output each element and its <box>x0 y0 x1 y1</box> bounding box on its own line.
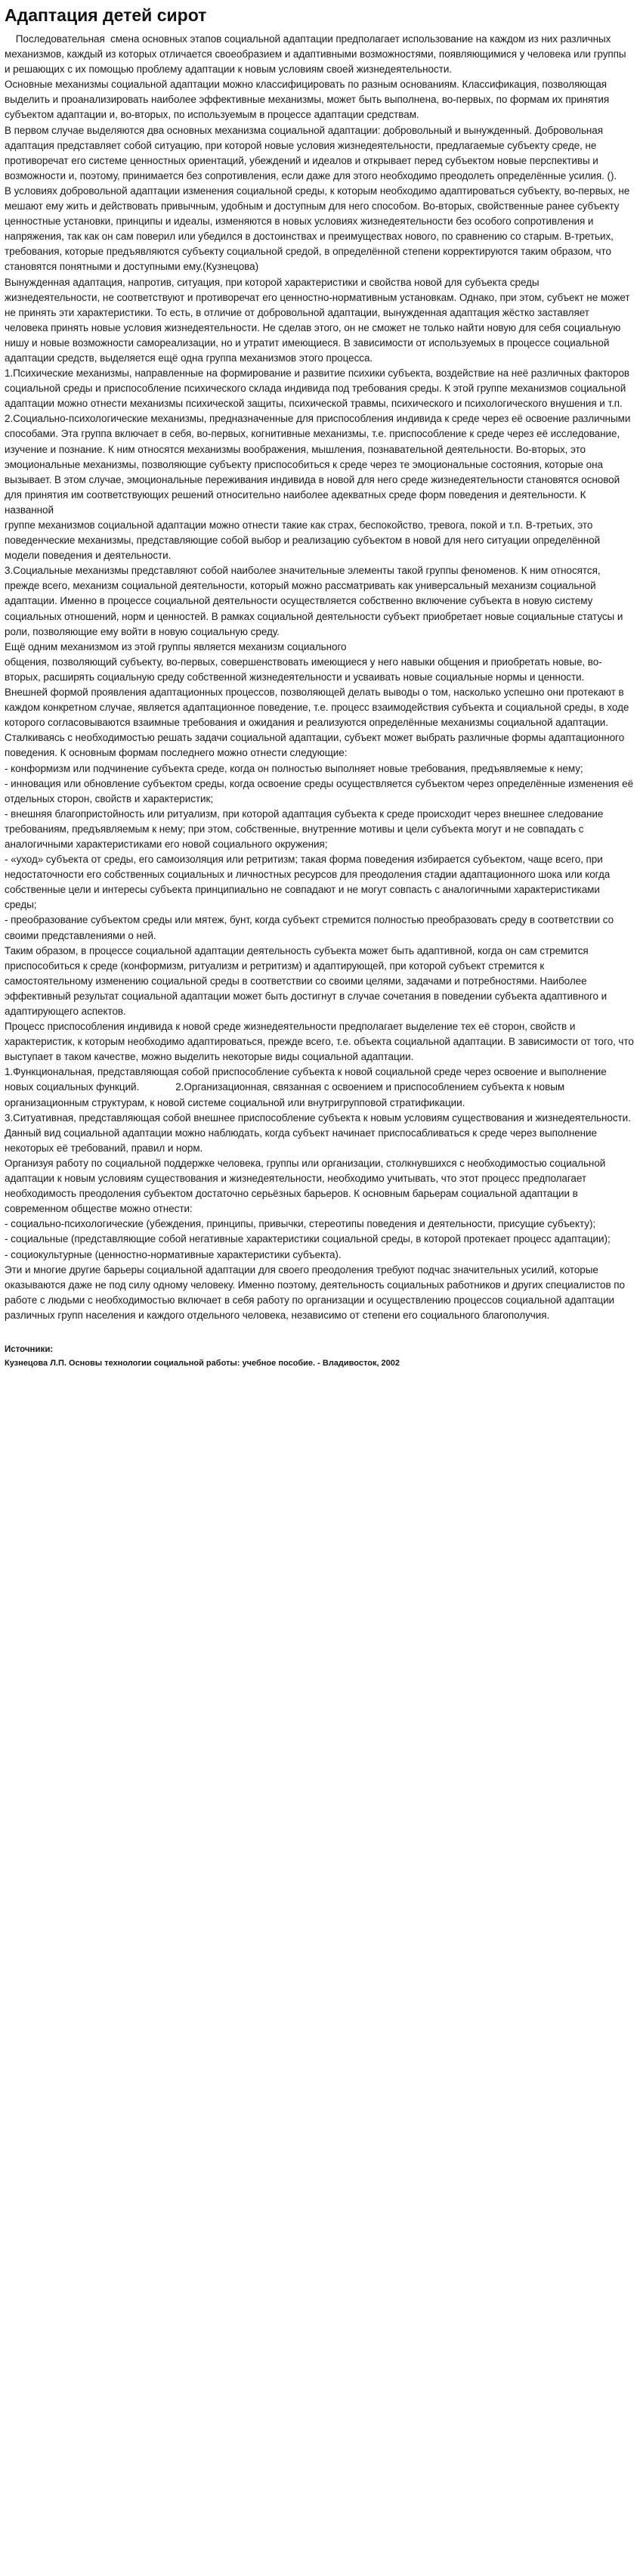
article-paragraph: 1.Функциональная, представляющая собой приспособление субъекта к новой социальной среде через освоение и выполнение новых социальных функций. 2.Организационная, связанная с освоением и приспособлением субъекта к новым организационным структурам, к новой системе социальной или внутригрупповой стратификации. <box>5 1066 610 1108</box>
article-paragraph: 2.Социально-психологические механизмы, предназначенные для приспособления индивида к среде через её освоение различными способами. Эта группа включает в себя, во-первых, когнитивные механизмы, т.е. приспособление к среде через её исследование, изучение и познание. К ним относятся механизмы воображения, мышления, познавательной деятельности. Во-вторых, это эмоциональные механизмы, позволяющие субъекту приспособиться к среде через те эмоциональные состояния, которые она вызывает. В этом случае, эмоциональные переживания индивида в новой для него среде жизнедеятельности становятся основой для принятия им соответствующих решений относительно наиболее адекватных среде форм поведения и деятельности. К названной <box>5 413 634 516</box>
article-paragraph: Эти и многие другие барьеры социальной адаптации для своего преодоления требуют подчас значительных усилий, которые оказываются даже не под силу одному человеку. Именно поэтому, деятельность социальных работников и других специалистов по работе с людьми с необходимостью включает в себя работу по организации и осуществлению процессов социальной адаптации различных групп населения и каждого отдельного человека, независимо от степени его социального благополучия. <box>5 1263 628 1321</box>
article-paragraph: - внешняя благопристойность или ритуализм, при которой адаптация субъекта к среде происходит через внешнее следование требованиям, предъявляемым к нему; при этом, собственные, внутренние мотивы и цели субъекта могут и не совпадать с аналогичными характеристиками его новой социального окружения; <box>5 808 607 850</box>
article-paragraph: - социокультурные (ценностно-нормативные характеристики субъекта). <box>5 1248 342 1260</box>
article-paragraph: Основные механизмы социальной адаптации можно классифицировать по разным основаниям. Классификация, позволяющая выделить и проанализировать наиболее эффективные механизмы, может быть выполнена, во-первых, по формам их принятия субъектом адаптации и, во-вторых, по используемым в процессе адаптации средствам. <box>5 79 612 121</box>
article-paragraph: - инновация или обновление субъектом среды, когда освоение среды осуществляется субъектом через определённые изменения её отдельных сторон, свойств и характеристик; <box>5 777 636 804</box>
article-paragraph: - преобразование субъектом среды или мятеж, бунт, когда субъект стремится полностью преобразовать среду в соответствии со своими представлениями о ней. <box>5 914 617 941</box>
article-paragraph: Внешней формой проявления адаптационных процессов, позволяющей делать выводы о том, насколько успешно они протекают в каждом конкретном случае, является адаптационное поведение, т.е. процесс взаимодействия субъекта и социальной среды, в ходе которого согласовываются взаимные требования и ожидания и реализуются определённые механизмы социальной адаптации. <box>5 687 632 729</box>
article-paragraph: - конформизм или подчинение субъекта среде, когда он полностью выполняет новые требования, предъявляемые к нему; <box>5 762 583 774</box>
sources-label: Источники: <box>5 1344 54 1354</box>
article-paragraph: - социальные (представляющие собой негативные характеристики социальной среды, в которой протекает процесс адаптации); <box>5 1233 611 1245</box>
article-paragraph: - «уход» субъекта от среды, его самоизоляция или ретритизм; такая форма поведения избирается субъектом, чаще всего, при недостаточности его собственных социальных и личностных ресурсов для преодоления стадии адаптационного шока или когда собственные цели и интересы субъекта принципиально не совпадают и не могут совпасть с аналогичными характеристиками среды; <box>5 854 613 911</box>
article-paragraph: 3.Ситуативная, представляющая собой внешнее приспособление субъекта к новым условиям существования и жизнедеятельности. Данный вид социальной адаптации можно наблюдать, когда субъект начинает приспосабливаться к среде через выполнение некоторых её требований, правил и норм. <box>5 1111 634 1154</box>
sources-citation: Кузнецова Л.П. Основы технологии социальной работы: учебное пособие. - Владивосток, 2002 <box>5 1358 400 1368</box>
article-paragraph: 3.Социальные механизмы представляют собой наиболее значительные элементы такой группы феноменов. К ним относятся, прежде всего, механизм социальной деятельности, который можно рассматривать как универсальный механизм социальной адаптации. Именно в процессе социальной деятельности осуществляется собственно включение субъекта в новую систему социальных отношений, норм и ценностей. В рамках социальной деятельности субъект приобретает новые социальные статусы и роли, позволяющие ему войти в новую социальную среду. <box>5 565 626 637</box>
article-paragraph: В первом случае выделяются два основных механизма социальной адаптации: добровольный и вынужденный. Добровольная адаптация представляет собой ситуацию, при которой новые условия жизнедеятельности, предлагаемые субъекту среде, не противоречат его системе ценностных ориентаций, убеждений и идеалов и открывает перед субъектом новые перспективы и возможности и, поэтому, принимается без сопротивления, если даже для этого необходимо преодолеть определённые усилия. (). <box>5 124 617 181</box>
article-paragraph: Последовательная смена основных этапов социальной адаптации предполагает использование на каждом из них различных механизмов, каждый из которых отличается своеобразием и адаптивными возможностями, появляющимися у человека или группы и решающих с их помощью проблему адаптации к новым условиям своей жизнедеятельности. <box>5 33 629 76</box>
article-paragraph: 1.Психические механизмы, направленные на формирование и развитие психики субъекта, воздействие на неё различных факторов социальной среды и приспособление психического склада индивида под требования среды. К этой группе механизмов социальной адаптации можно отнести механизмы психической защиты, психической травмы, психического и психологического внушения и т.п. <box>5 367 632 410</box>
article-paragraph: - социально-психологические (убеждения, принципы, привычки, стереотипы поведения и деятельности, присущие субъекту); <box>5 1218 596 1230</box>
article-paragraph: Организуя работу по социальной поддержке человека, группы или организации, столкнувшихся с необходимостью социальной адаптации к новым условиям существования и жизнедеятельности, необходимо учитывать, что этот процесс предполагает необходимость преодоления субъектом достаточно серьёзных барьеров. К основным барьерам социальной адаптации в современном обществе можно отнести: <box>5 1157 608 1215</box>
article-paragraph: В условиях добровольной адаптации изменения социальной среды, к которым необходимо адаптироваться субъекту, во-первых, не мешают ему жить и действовать привычным, удобным и доступным для него способом. Во-вторых, свойственные ранее субъекту ценностные установки, принципы и идеалы, изменяются в новых условиях жизнедеятельности без особого сопротивления и напряжения, так как он сам поверил или убедился в достоинствах и преимуществах нового, по сравнению со старым. В-третьих, требования, которые предъявляются субъекту социальной средой, в определённой степени корректируются таким образом, что становятся понятными и доступными ему.(Кузнецова) <box>5 184 632 273</box>
article-paragraph: Процесс приспособления индивида к новой среде жизнедеятельности предполагает выделение тех её сторон, свойств и характеристик, к которым необходимо адаптироваться, прежде всего, т.е. объекта социальной адаптации. В зависимости от того, что выступает в таком качестве, можно выделить некоторые виды социальной адаптации. <box>5 1021 637 1063</box>
article-paragraph: Вынужденная адаптация, напротив, ситуация, при которой характеристики и свойства новой для субъекта среды жизнедеятельности, не соответствуют и противоречат его ценностно-нормативным установкам. Однако, при этом, субъект не может не принять эти характеристики. То есть, в отличие от добровольной адаптации, вынужденная адаптация жёстко заставляет человека принять новые условия жизнедеятельности. Не сделав этого, он не сможет не только найти новую для себя социальную нишу и новые возможности самореализации, но и утратит имеющиеся. В зависимости от используемых в процессе социальной адаптации средств, выделяется ещё одна группа механизмов этого процесса. <box>5 276 633 364</box>
article-body <box>5 32 637 1323</box>
article-paragraph: Ещё одним механизмом из этой группы является механизм социального <box>5 640 347 653</box>
article-paragraph: Сталкиваясь с необходимостью решать задачи социальной адаптации, субъект может выбрать различные формы адаптационного поведения. К основным формам последнего можно отнести следующие: <box>5 732 627 759</box>
sources-section <box>5 1343 634 1370</box>
article-paragraph: общения, позволяющий субъекту, во-первых, совершенствовать имеющиеся у него навыки общения и приобретать новые, во-вторых, расширять социальную среду собственной жизнедеятельности и усваивать новые социальные нормы и ценности. <box>5 656 602 683</box>
article-paragraph: Таким образом, в процессе социальной адаптации деятельность субъекта может быть адаптивной, когда он сам стремится приспособиться к среде (конформизм, ритуализм и ретритизм) и адаптирующей, при которой субъект стремится к самостоятельному изменению социальной среды в соответствии со своими целями, задачами и потребностями. Наиболее эффективный результат социальной адаптации может быть достигнут в случае сочетания в поведении субъекта адаптивного и адаптирующего аспектов. <box>5 944 610 1017</box>
article-paragraph: группе механизмов социальной адаптации можно отнести такие как страх, беспокойство, тревога, покой и т.п. В-третьих, это поведенческие механизмы, представляющие собой выбор и реализацию субъектом в новой для него ситуации определённой модели поведения и деятельности. <box>5 519 603 562</box>
page-title: Адаптация детей сирот <box>5 5 207 25</box>
